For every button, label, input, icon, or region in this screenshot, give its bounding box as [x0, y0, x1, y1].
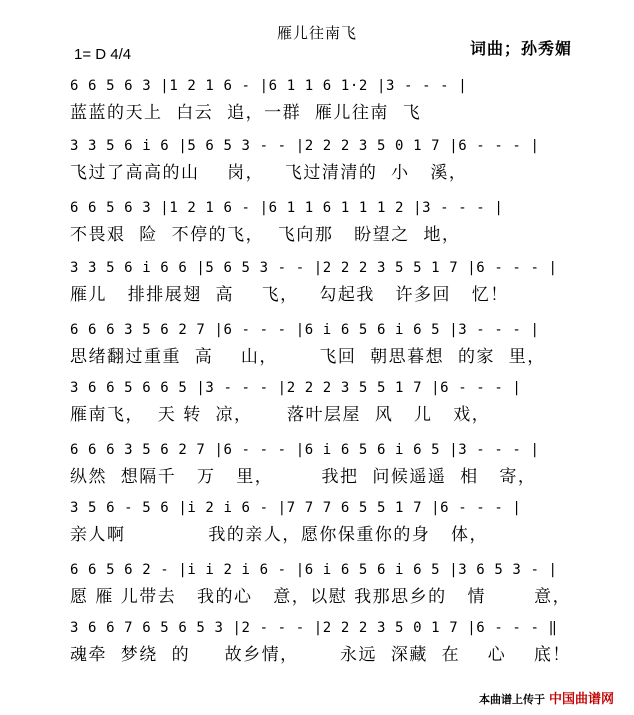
score-row [0, 320, 634, 376]
score-row [0, 136, 634, 192]
notation-line: 6 6 5 6 3 |1 2 1 6 - |6 1 1 6 1·2 |3 - - - | [70, 78, 468, 94]
lyric-line: 愿 雁 儿带去 我的心 意，以慰 我那思乡的 情 意， [70, 587, 572, 607]
lyric-line: 思绪翻过重重 高 山， 飞回 朝思暮想 的家 里， [70, 347, 546, 367]
notation-line: 3 3 5 6 i 6 |5 6 5 3 - - |2 2 2 3 5 0 1 7 |6 - - - | [70, 138, 540, 154]
lyric-line: 纵然 想隔千 万 里， 我把 问候遥遥 相 寄， [70, 467, 537, 487]
score-row [0, 198, 634, 254]
song-title: 雁儿往南飞 [276, 24, 357, 42]
notation-line: 6 6 6 3 5 6 2 7 |6 - - - |6 i 6 5 6 i 6 5 |3 - - - | [70, 442, 540, 458]
notation-line: 6 6 5 6 3 |1 2 1 6 - |6 1 1 6 1 1 1 2 |3 - - - | [70, 200, 504, 216]
lyric-line: 飞过了高高的山 岗， 飞过清清的 小 溪， [70, 163, 468, 183]
score-row [0, 378, 634, 434]
score-row [0, 440, 634, 496]
lyric-line: 魂牵 梦绕 的 故乡情， 永远 深藏 在 心 底！ [70, 645, 571, 665]
site-brand: 中国曲谱网 [548, 692, 614, 707]
notation-line: 6 6 6 3 5 6 2 7 |6 - - - |6 i 6 5 6 i 6 5 |3 - - - | [70, 322, 540, 338]
score-row [0, 560, 634, 616]
footer-text: 本曲谱上传于 [478, 693, 545, 706]
upload-footer [479, 688, 614, 707]
score-row [0, 258, 634, 314]
key-signature: 1= D 4/4 [74, 46, 132, 63]
lyric-line: 亲人啊 我的亲人，愿你保重你的身 体， [70, 525, 489, 545]
composer-credit: 词曲；孙秀媚 [470, 39, 573, 58]
notation-line: 3 6 6 7 6 5 6 5 3 |2 - - - |2 2 2 3 5 0 1 7 |6 - - - ‖ [70, 620, 558, 636]
notation-line: 6 6 5 6 2 - |i i 2 i 6 - |6 i 6 5 6 i 6 5 |3 6 5 3 - | [70, 562, 558, 578]
score-row [0, 498, 634, 554]
score-row [0, 618, 634, 674]
lyric-line: 不畏艰 险 不停的飞， 飞向那 盼望之 地， [70, 225, 461, 245]
notation-line: 3 5 6 - 5 6 |i 2 i 6 - |7 7 7 6 5 5 1 7 |6 - - - | [70, 500, 522, 516]
notation-line: 3 6 6 5 6 6 5 |3 - - - |2 2 2 3 5 5 1 7 |6 - - - | [70, 380, 522, 396]
lyric-line: 蓝蓝的天上 白云 追，一群 雁儿往南 飞 [70, 103, 422, 123]
notation-line: 3 3 5 6 i 6 6 |5 6 5 3 - - |2 2 2 3 5 5 1 7 |6 - - - | [70, 260, 558, 276]
lyric-line: 雁儿 排排展翅 高 飞， 勾起我 许多回 忆！ [70, 285, 509, 305]
score-row [0, 76, 634, 132]
lyric-line: 雁南飞， 天 转 凉， 落叶层屋 风 儿 戏， [70, 405, 491, 425]
